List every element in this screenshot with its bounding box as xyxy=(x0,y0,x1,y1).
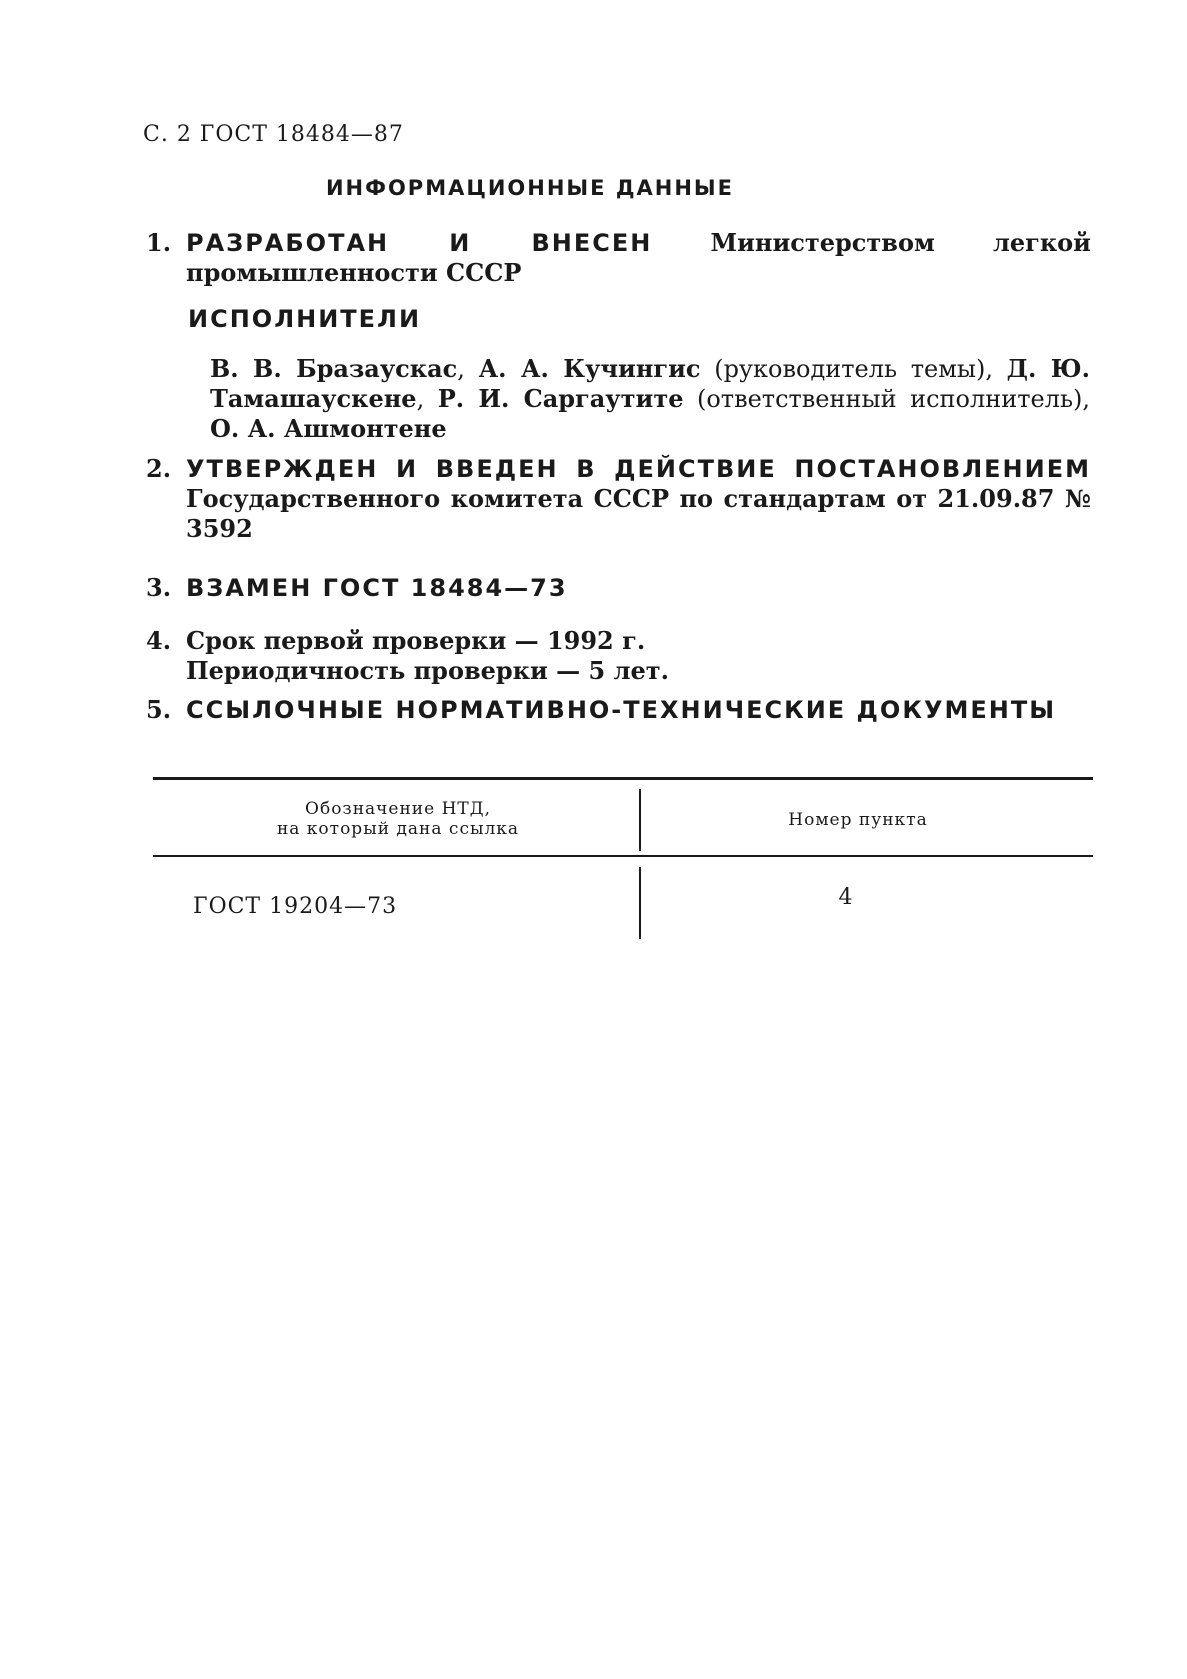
item-line: Периодичность проверки — 5 лет. xyxy=(186,656,669,685)
column-header-clause: Номер пункта xyxy=(788,810,928,830)
item-lead: РАЗРАБОТАН И ВНЕСЕН xyxy=(186,229,653,257)
separator: , xyxy=(457,355,479,383)
item-body xyxy=(186,228,1091,288)
item-line: Срок первой проверки — 1992 г. xyxy=(186,626,646,655)
performer-name: О. А. Ашмонтене xyxy=(210,414,447,443)
performer-name: А. А. Кучингис xyxy=(478,354,701,383)
header-line: на который дана ссылка xyxy=(276,819,520,839)
item-body xyxy=(186,454,1091,544)
performer-role: (руководитель темы), xyxy=(700,355,1007,383)
info-item-3 xyxy=(146,573,1091,603)
item-text: ССЫЛОЧНЫЕ НОРМАТИВНО-ТЕХНИЧЕСКИЕ ДОКУМЕНТЫ xyxy=(186,696,1057,724)
section-title: ИНФОРМАЦИОННЫЕ ДАННЫЕ xyxy=(325,176,735,200)
item-body xyxy=(186,626,1091,686)
item-text: Министерством легкой промышленности СССР xyxy=(186,228,1091,287)
item-number: 4. xyxy=(146,626,172,655)
item-number: 2. xyxy=(146,454,172,483)
item-number: 1. xyxy=(146,228,172,257)
reference-table xyxy=(153,777,1093,937)
table-cell-clause: 4 xyxy=(838,885,853,910)
header-line: Обозначение НТД, xyxy=(305,799,491,819)
item-text: ВЗАМЕН ГОСТ 18484—73 xyxy=(186,574,568,602)
table-header-rule xyxy=(153,855,1093,857)
item-lead: УТВЕРЖДЕН И ВВЕДЕН В ДЕЙСТВИЕ ПОСТАНОВЛЕНИЕМ xyxy=(186,455,1091,483)
separator: , xyxy=(416,385,438,413)
info-item-5 xyxy=(146,695,1091,725)
item-text: Государственного комитета СССР по стандартам от 21.09.87 № 3592 xyxy=(186,484,1091,543)
item-number: 5. xyxy=(146,695,172,724)
item-number: 3. xyxy=(146,573,172,602)
performer-name: Р. И. Саргаутите xyxy=(437,384,684,413)
info-item-2 xyxy=(146,454,1091,544)
performer-name: Д. Ю. Тамашаускене xyxy=(210,354,1091,413)
page-header: С. 2 ГОСТ 18484—87 xyxy=(143,122,404,147)
column-divider xyxy=(639,867,641,939)
table-cell-designation: ГОСТ 19204—73 xyxy=(193,894,398,919)
info-item-4 xyxy=(146,626,1091,686)
column-header-designation xyxy=(213,799,583,839)
table-top-rule xyxy=(153,777,1093,780)
performer-role: (ответственный исполнитель), xyxy=(683,385,1090,413)
column-divider xyxy=(639,789,641,851)
info-item-1 xyxy=(146,228,1091,288)
performers-list xyxy=(210,354,1090,444)
performer-name: В. В. Бразаускас xyxy=(210,354,458,383)
performers-heading: ИСПОЛНИТЕЛИ xyxy=(188,305,422,333)
